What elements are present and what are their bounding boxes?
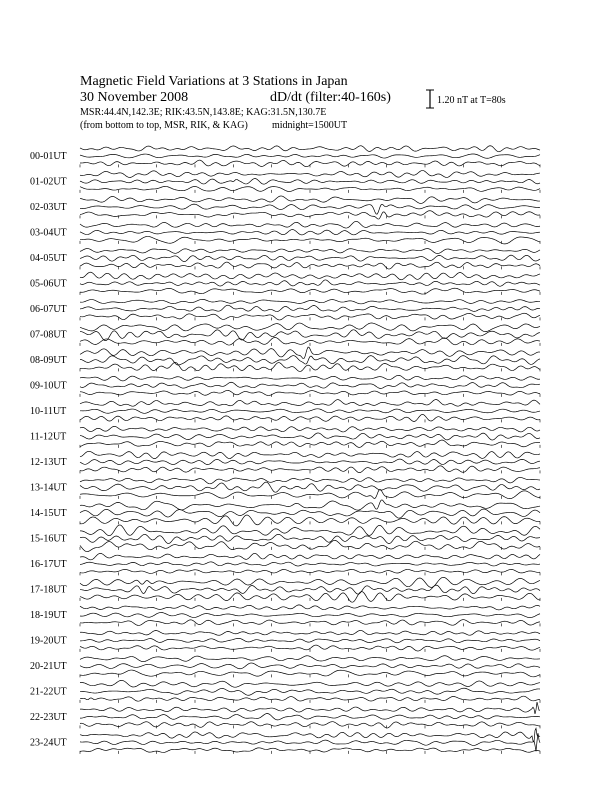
order-note: (from bottom to top, MSR, RIK, & KAG) xyxy=(80,120,248,131)
quantity-label: dD/dt (filter:40-160s) xyxy=(270,90,391,105)
hour-label: 08-09UT xyxy=(30,355,67,366)
hour-label: 01-02UT xyxy=(30,176,67,188)
station-trace-RIK xyxy=(80,255,540,261)
station-trace-RIK xyxy=(80,638,540,642)
hour-row xyxy=(30,728,540,754)
hour-label: 15-16UT xyxy=(30,533,67,545)
station-trace-KAG xyxy=(80,577,540,587)
hour-row xyxy=(30,272,540,295)
station-trace-RIK xyxy=(80,612,540,617)
station-trace-KAG xyxy=(80,299,540,303)
hour-label: 21-22UT xyxy=(30,686,67,698)
hour-rows xyxy=(30,146,540,754)
station-trace-RIK xyxy=(80,482,540,492)
station-trace-RIK xyxy=(80,230,540,235)
station-trace-KAG xyxy=(80,728,540,742)
station-trace-KAG xyxy=(80,146,540,152)
hour-label: 10-11UT xyxy=(30,406,67,417)
hour-label: 03-04UT xyxy=(30,227,67,239)
hour-row xyxy=(30,171,540,193)
station-trace-KAG xyxy=(80,426,540,432)
hour-row xyxy=(30,426,540,448)
station-trace-RIK xyxy=(80,204,540,214)
hour-label: 00-01UT xyxy=(30,151,67,162)
midnight-note: midnight=1500UT xyxy=(272,120,348,131)
station-trace-RIK xyxy=(80,305,540,311)
station-trace-RIK xyxy=(80,280,540,286)
hour-row xyxy=(30,451,540,473)
hour-label: 09-10UT xyxy=(30,380,67,392)
hour-row xyxy=(30,249,540,270)
hour-row xyxy=(30,553,540,575)
station-trace-KAG xyxy=(80,400,540,407)
station-trace-RIK xyxy=(80,179,540,185)
station-trace-KAG xyxy=(80,680,540,687)
station-trace-KAG xyxy=(80,500,540,510)
hour-label: 11-12UT xyxy=(30,431,67,443)
hour-label: 23-24UT xyxy=(30,737,67,749)
station-trace-RIK xyxy=(80,534,540,543)
station-trace-RIK xyxy=(80,585,540,594)
hour-row xyxy=(30,375,540,397)
station-trace-KAG xyxy=(80,323,540,332)
hour-label: 18-19UT xyxy=(30,610,67,621)
station-trace-RIK xyxy=(80,663,540,669)
hour-label: 20-21UT xyxy=(30,661,67,672)
station-trace-KAG xyxy=(80,656,540,662)
hour-label: 07-08UT xyxy=(30,329,67,341)
station-trace-RIK xyxy=(80,733,540,751)
hour-label: 04-05UT xyxy=(30,253,67,264)
hour-row xyxy=(30,196,540,219)
hour-label: 17-18UT xyxy=(30,584,67,596)
hour-row xyxy=(30,630,540,652)
chart-header xyxy=(80,74,391,131)
hour-row xyxy=(30,146,540,168)
station-trace-RIK xyxy=(80,356,540,365)
station-trace-KAG xyxy=(80,375,540,381)
hour-row xyxy=(30,500,540,526)
station-trace-RIK xyxy=(80,330,540,341)
station-trace-RIK xyxy=(80,509,540,518)
hour-row xyxy=(30,221,540,244)
hour-label: 05-06UT xyxy=(30,278,67,290)
station-trace-KAG xyxy=(80,249,540,254)
station-trace-KAG xyxy=(80,553,540,559)
station-trace-RIK xyxy=(80,459,540,464)
station-trace-MSR xyxy=(80,540,540,551)
scale-bar xyxy=(426,90,506,108)
station-trace-KAG xyxy=(80,630,540,635)
station-trace-KAG xyxy=(80,272,540,280)
station-trace-KAG xyxy=(80,525,540,536)
hour-row xyxy=(30,347,540,371)
station-trace-RIK xyxy=(80,154,540,158)
station-trace-RIK xyxy=(80,382,540,388)
hour-label: 14-15UT xyxy=(30,508,67,519)
hour-row xyxy=(30,656,540,678)
station-trace-RIK xyxy=(80,433,540,440)
hour-row xyxy=(30,525,540,552)
station-trace-KAG xyxy=(80,477,540,483)
station-trace-KAG xyxy=(80,451,540,458)
hour-row xyxy=(30,577,540,602)
hour-label: 02-03UT xyxy=(30,202,67,213)
hour-row xyxy=(30,323,540,346)
hour-label: 16-17UT xyxy=(30,559,67,570)
hour-label: 19-20UT xyxy=(30,635,67,647)
station-trace-RIK xyxy=(80,409,540,414)
hour-row xyxy=(30,299,540,320)
scale-label: 1.20 nT at T=80s xyxy=(437,95,506,106)
hour-row xyxy=(30,680,540,703)
hour-row xyxy=(30,605,540,627)
station-trace-KAG xyxy=(80,702,540,714)
date-label: 30 November 2008 xyxy=(80,90,189,105)
hour-label: 12-13UT xyxy=(30,457,67,468)
station-trace-KAG xyxy=(80,196,540,204)
hour-row xyxy=(30,477,540,499)
hour-row xyxy=(30,702,540,728)
station-trace-KAG xyxy=(80,221,540,228)
station-trace-KAG xyxy=(80,171,540,178)
station-trace-RIK xyxy=(80,562,540,566)
station-trace-RIK xyxy=(80,714,540,720)
hour-label: 06-07UT xyxy=(30,304,67,315)
chart-title: Magnetic Field Variations at 3 Stations in Japan xyxy=(80,74,348,89)
station-trace-RIK xyxy=(80,688,540,695)
hour-row xyxy=(30,400,540,423)
hour-label: 13-14UT xyxy=(30,482,67,494)
stations-line: MSR:44.4N,142.3E; RIK:43.5N,143.8E; KAG:31.5N,130.7E xyxy=(80,107,327,118)
hour-label: 22-23UT xyxy=(30,712,67,723)
station-trace-KAG xyxy=(80,605,540,610)
